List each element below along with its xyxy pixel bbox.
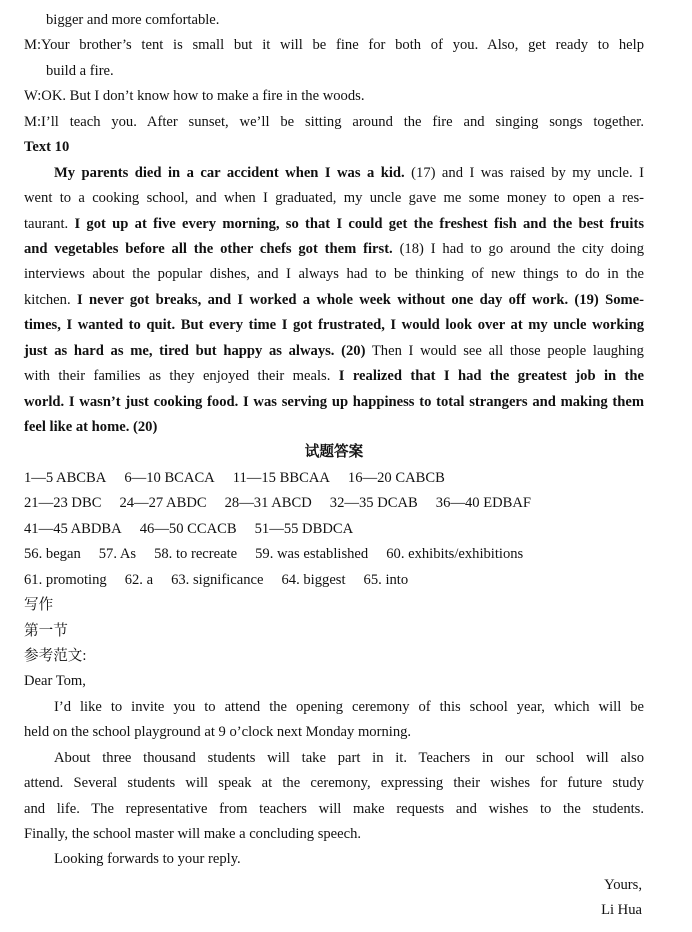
normal-span: (17) and I was raised by my uncle. I — [411, 164, 644, 181]
text10-line — [24, 364, 644, 389]
answer-item: 57. As — [98, 546, 137, 563]
answer-group: 51—55 DBDCA — [254, 520, 354, 537]
bold-span: I got up at five every morning, so that I could get the freshest fish and the best fruits — [74, 215, 644, 232]
answer-item: 61. promoting — [24, 571, 107, 588]
answer-group: 21—23 DBC — [24, 495, 102, 512]
answer-item: 58. to recreate — [154, 546, 238, 563]
letter-line: attend. Several students will speak at the ceremony, expressing their wishes for future study — [24, 775, 644, 792]
answer-row — [24, 517, 644, 542]
text10-line — [24, 339, 644, 364]
answer-item: 62. a — [124, 571, 154, 588]
letter-closing: Yours, — [604, 876, 642, 893]
text10-line — [24, 288, 644, 313]
answer-group: 24—27 ABDC — [119, 495, 207, 512]
answer-group: 1—5 ABCBA — [24, 469, 107, 486]
dialogue-line: M:Your brother’s tent is small but it will be fine for both of you. Also, get ready to help — [24, 37, 644, 54]
normal-span: kitchen. — [24, 291, 71, 308]
letter-signature: Li Hua — [601, 902, 642, 919]
text10-line — [24, 237, 644, 262]
bold-span: I realized that I had the greatest job in the — [338, 368, 644, 385]
dialogue-line: bigger and more comfortable. — [46, 12, 220, 28]
answer-group: 36—40 EDBAF — [435, 495, 532, 512]
answer-group: 41—45 ABDBA — [24, 520, 122, 537]
answer-item: 56. began — [24, 546, 81, 563]
writing-heading: 写作 — [24, 597, 54, 614]
answer-item: 64. biggest — [281, 571, 346, 588]
answer-item: 63. significance — [171, 571, 264, 588]
normal-span: (18) I had to go around the city doing — [399, 240, 645, 257]
answer-group: 11—15 BBCAA — [232, 469, 330, 486]
answer-group: 46—50 CCACB — [139, 520, 237, 537]
normal-span: with their families as they enjoyed their meals. — [24, 368, 331, 385]
document-page — [24, 8, 644, 924]
letter-line: About three thousand students will take part in it. Teachers in our school will also — [54, 749, 644, 766]
text10-line: went to a cooking school, and when I graduated, my uncle gave me some money to open a res- — [24, 190, 644, 207]
answer-row — [24, 568, 644, 593]
dialogue-line: M:I’ll teach you. After sunset, we’ll be sitting around the fire and singing songs together. — [24, 113, 644, 130]
letter-greeting: Dear Tom, — [24, 673, 86, 690]
writing-section: 第一节 — [24, 622, 68, 639]
text10-line: feel like at home. (20) — [24, 419, 158, 435]
letter-line: I’d like to invite you to attend the opening ceremony of this school year, which will be — [54, 698, 644, 715]
answer-group: 6—10 BCACA — [124, 469, 215, 486]
text10-line: world. I wasn’t just cooking food. I was serving up happiness to total strangers and making them — [24, 393, 644, 410]
bold-span: My parents died in a car accident when I was a kid. — [54, 164, 405, 181]
bold-span: and vegetables before all the other chefs got them first. — [24, 240, 393, 257]
answer-row — [24, 491, 644, 516]
letter-line: Looking forwards to your reply. — [54, 851, 241, 868]
section-heading-text10: Text 10 — [24, 139, 70, 156]
normal-span: taurant. — [24, 215, 69, 232]
answer-group: 28—31 ABCD — [224, 495, 312, 512]
dialogue-line: W:OK. But I don’t know how to make a fire in the woods. — [24, 88, 365, 105]
bold-span: I never got breaks, and I worked a whole week without one day off work. (19) Some- — [76, 291, 644, 308]
answers-title: 试题答案 — [304, 444, 364, 461]
answer-group: 32—35 DCAB — [329, 495, 418, 512]
answer-row — [24, 466, 644, 491]
text10-line — [24, 161, 644, 186]
answer-row — [24, 542, 644, 567]
letter-line: Finally, the school master will make a concluding speech. — [24, 826, 362, 842]
sample-label: 参考范文: — [24, 647, 87, 664]
normal-span: Then I would see all those people laughing — [371, 342, 644, 359]
text10-line: times, I wanted to quit. But every time I got frustrated, I would look over at my uncle working — [24, 317, 644, 334]
answer-item: 65. into — [363, 571, 409, 588]
answer-group: 16—20 CABCB — [347, 469, 445, 486]
letter-line: held on the school playground at 9 o’clock next Monday morning. — [24, 724, 412, 741]
dialogue-line: build a fire. — [46, 62, 114, 79]
letter-line: and life. The representative from teachers will make requests and wishes to the students. — [24, 800, 644, 817]
text10-line — [24, 212, 644, 237]
text10-line: interviews about the popular dishes, and I always had to be thinking of new things to do in the — [24, 266, 644, 283]
answer-item: 60. exhibits/exhibitions — [386, 546, 524, 563]
answer-item: 59. was established — [255, 546, 369, 563]
bold-span: just as hard as me, tired but happy as always. (20) — [24, 342, 366, 359]
